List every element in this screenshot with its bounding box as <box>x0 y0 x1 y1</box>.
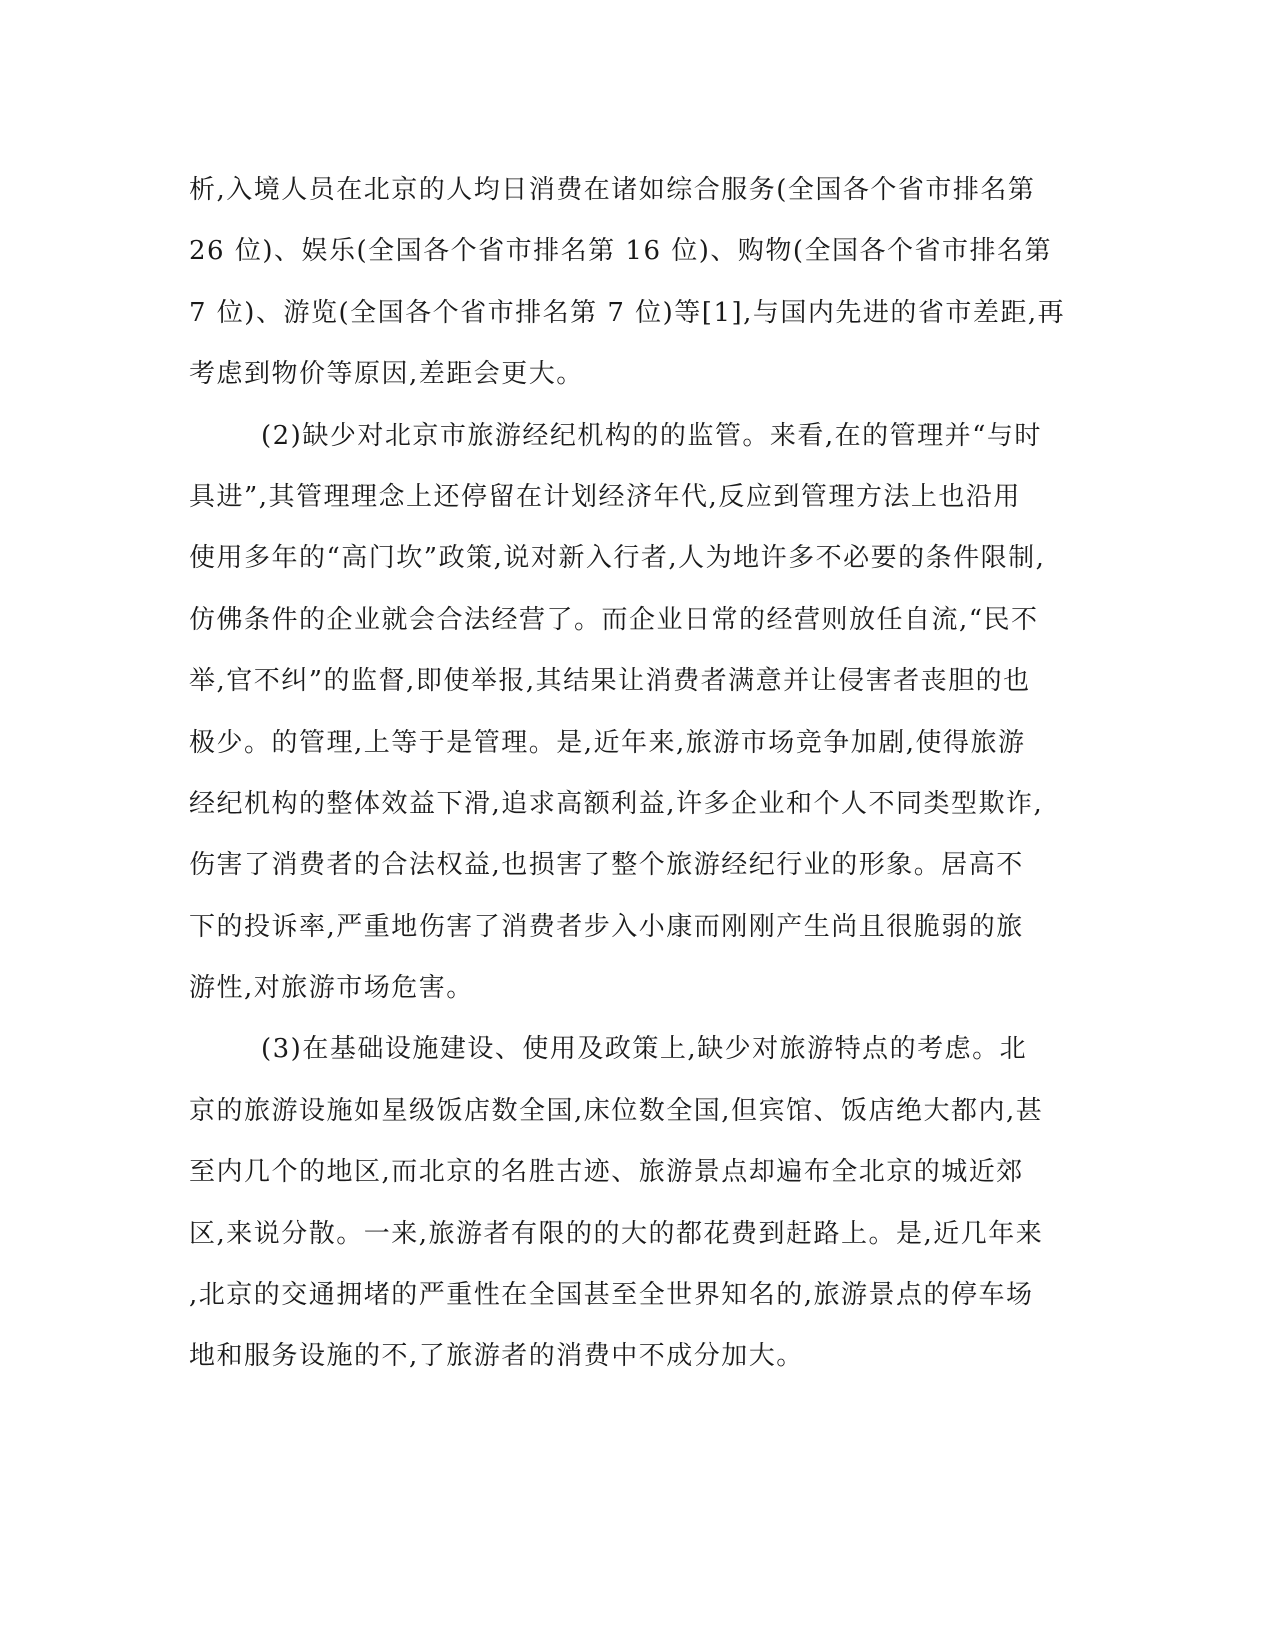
text-line: 下的投诉率,严重地伤害了消费者步入小康而刚刚产生尚且很脆弱的旅 <box>189 911 1024 942</box>
text-line: 考虑到物价等原因,差距会更大。 <box>189 359 584 390</box>
document-body <box>189 160 1089 1388</box>
text-line: 伤害了消费者的合法权益,也损害了整个旅游经纪行业的形象。居高不 <box>189 850 1024 881</box>
text-line: 举,官不纠”的监督,即使举报,其结果让消费者满意并让侵害者丧胆的也 <box>189 666 1031 697</box>
text-line: 析,入境人员在北京的人均日消费在诸如综合服务(全国各个省市排名第 <box>189 175 1036 205</box>
text-line: 经纪机构的整体效益下滑,追求高额利益,许多企业和个人不同类型欺诈, <box>189 788 1044 819</box>
text-line: 极少。的管理,上等于是管理。是,近年来,旅游市场竞争加剧,使得旅游 <box>189 727 1026 758</box>
text-line: 游性,对旅游市场危害。 <box>189 973 474 1004</box>
text-line: 仿佛条件的企业就会合法经营了。而企业日常的经营则放任自流,“民不 <box>189 604 1039 635</box>
paragraph-start-line: (3)在基础设施建设、使用及政策上,缺少对旅游特点的考虑。北 <box>261 1034 1028 1065</box>
text-line: 26 位)、娱乐(全国各个省市排名第 16 位)、购物(全国各个省市排名第 <box>189 236 1053 267</box>
text-line: 7 位)、游览(全国各个省市排名第 7 位)等[1],与国内先进的省市差距,再 <box>189 297 1066 328</box>
text-line: 地和服务设施的不,了旅游者的消费中不成分加大。 <box>189 1341 804 1372</box>
text-line: 使用多年的“高门坎”政策,说对新入行者,人为地许多不必要的条件限制, <box>189 543 1046 574</box>
text-line: 至内几个的地区,而北京的名胜古迹、旅游景点却遍布全北京的城近郊 <box>189 1157 1024 1188</box>
paragraph-start-line: (2)缺少对北京市旅游经纪机构的的监管。来看,在的管理并“与时 <box>261 420 1042 451</box>
text-line: ,北京的交通拥堵的严重性在全国甚至全世界知名的,旅游景点的停车场 <box>189 1280 1034 1311</box>
text-line: 区,来说分散。一来,旅游者有限的的大的都花费到赶路上。是,近几年来 <box>189 1218 1044 1249</box>
text-line: 具进”,其管理理念上还停留在计划经济年代,反应到管理方法上也沿用 <box>189 481 1021 512</box>
text-line: 京的旅游设施如星级饭店数全国,床位数全国,但宾馆、饭店绝大都内,甚 <box>189 1095 1044 1126</box>
